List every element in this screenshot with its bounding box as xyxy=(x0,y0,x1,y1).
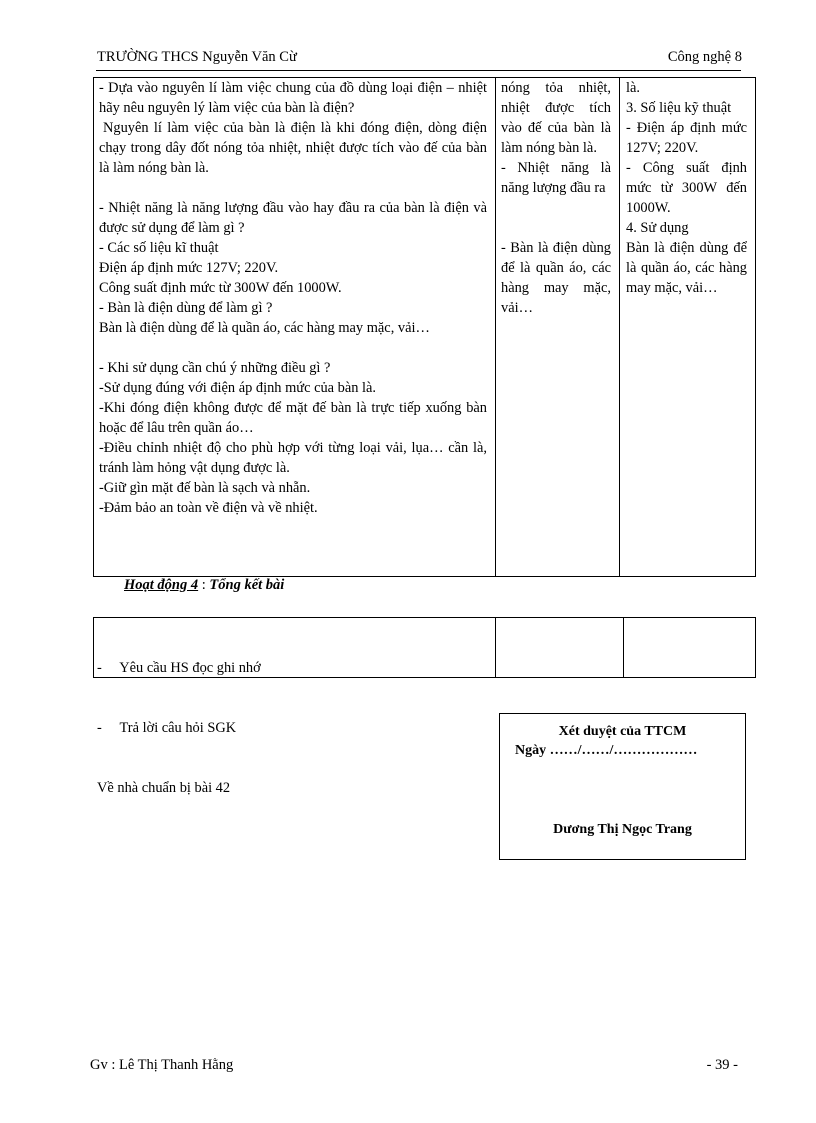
approval-date: Ngày ……/……/……………… xyxy=(515,743,698,758)
rated-power: Công suất định mức từ 300W đến 1000W. xyxy=(99,280,342,296)
rated-voltage: Điện áp định mức 127V; 220V. xyxy=(99,260,279,276)
approval-title: Xét duyệt của TTCM xyxy=(558,724,687,739)
activity-heading xyxy=(124,577,284,594)
question-heat-energy: - Nhiệt năng là năng lượng đầu vào hay đầu ra của bàn là điện và được sử dụng để làm gì ? xyxy=(99,200,487,236)
content-heading: 3. Số liệu kỹ thuật xyxy=(626,100,732,116)
approval-box xyxy=(499,713,746,860)
column-divider xyxy=(495,618,496,677)
spacer xyxy=(99,178,487,198)
summary-item: Về nhà chuẩn bị bài 42 xyxy=(97,780,231,796)
content-line: - Công suất định mức từ 300W đến 1000W. xyxy=(626,160,747,216)
precaution-item: -Giữ gìn mặt đế bàn là sạch và nhẵn. xyxy=(99,480,311,496)
technical-specs-heading: - Các số liệu kĩ thuật xyxy=(99,240,219,256)
answer-principle: Nguyên lí làm việc của bàn là điện là khi đóng điện, dòng điện chạy trong dây đốt nóng tỏa nhiệt, nhiệt được tích vào đế của bàn là làm nóng bàn là. xyxy=(99,120,487,176)
teacher-name: Gv : Lê Thị Thanh Hằng xyxy=(90,1057,234,1073)
activity-separator: : xyxy=(198,577,210,593)
student-answer: nóng tỏa nhiệt, nhiệt được tích vào đế của bàn là làm nóng bàn là. xyxy=(501,80,611,156)
content-heading: 4. Sử dụng xyxy=(626,220,689,236)
column-divider xyxy=(623,618,624,677)
column-divider xyxy=(619,78,620,576)
content-cell xyxy=(626,78,747,298)
precaution-item: -Khi đóng điện không được để mặt đế bàn là trực tiếp xuống bàn hoặc để lâu trên quần áo… xyxy=(99,400,487,436)
answer-usage: Bàn là điện dùng để là quần áo, các hàng may mặc, vải… xyxy=(99,320,430,336)
question-principle: - Dựa vào nguyên lí làm việc chung của đồ dùng loại điện – nhiệt hãy nêu nguyên lý làm việc của bàn là điện? xyxy=(99,80,487,116)
precaution-item: -Đảm bảo an toàn về điện và về nhiệt. xyxy=(99,500,318,516)
approver-name: Dương Thị Ngọc Trang xyxy=(553,822,692,837)
question-usage: - Bàn là điện dùng để làm gì ? xyxy=(99,300,273,316)
lesson-table xyxy=(93,77,756,577)
summary-cell xyxy=(97,618,487,838)
summary-item: - Yêu cầu HS đọc ghi nhớ xyxy=(97,660,261,676)
activity-title: Tổng kết bài xyxy=(209,577,285,593)
student-answer: - Nhiệt năng là năng lượng đầu ra xyxy=(501,160,611,196)
summary-item: - Trả lời câu hỏi SGK xyxy=(97,720,237,736)
precaution-item: -Sử dụng đúng với điện áp định mức của bàn là. xyxy=(99,380,376,396)
content-line: Bàn là điện dùng để là quần áo, các hàng may mặc, vải… xyxy=(626,240,747,296)
subject-name: Công nghệ 8 xyxy=(667,49,742,65)
precaution-item: -Điều chỉnh nhiệt độ cho phù hợp với từng loại vải, lụa… cần là, tránh làm hỏng vật dụng được là. xyxy=(99,440,487,476)
question-precautions: - Khi sử dụng cần chú ý những điều gì ? xyxy=(99,360,331,376)
teacher-activity-cell xyxy=(99,78,487,518)
header-divider xyxy=(96,70,741,71)
student-answer: - Bàn là điện dùng để là quần áo, các hàng may mặc, vải… xyxy=(501,240,611,316)
activity-label: Hoạt động 4 xyxy=(124,577,199,593)
content-line: - Điện áp định mức 127V; 220V. xyxy=(626,120,747,156)
spacer xyxy=(99,338,487,358)
student-activity-cell xyxy=(501,78,611,318)
spacer xyxy=(501,198,611,218)
content-line: là. xyxy=(626,80,640,96)
spacer xyxy=(501,218,611,238)
school-name: TRƯỜNG THCS Nguyễn Văn Cừ xyxy=(97,49,297,65)
page-number: - 39 - xyxy=(706,1057,738,1073)
column-divider xyxy=(495,78,496,576)
